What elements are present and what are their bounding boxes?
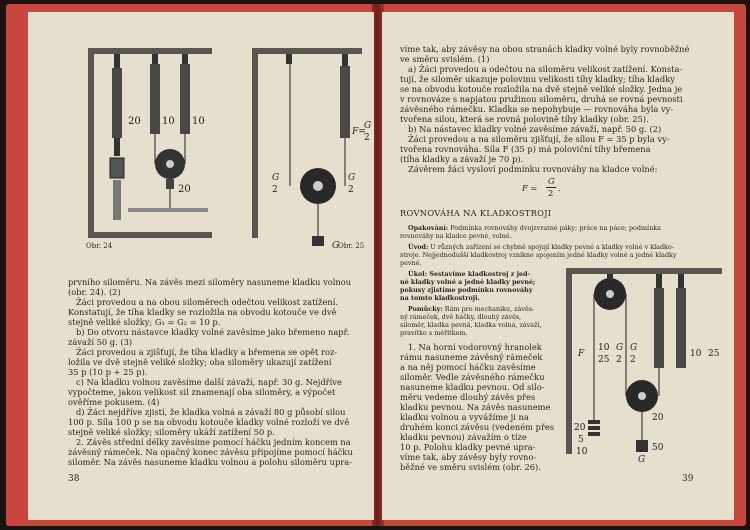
ukol-line: na tomto kladkostroji. xyxy=(400,294,480,302)
formula-lhs: F = xyxy=(522,183,538,193)
text-line: d) Žáci nejdříve zjistí, že kladka volná a závaží 80 g působí silou xyxy=(76,407,346,417)
text-line: 35 p (10 p + 25 p). xyxy=(68,367,148,377)
fig26-label-10-left: 10 xyxy=(598,343,610,353)
text-line: 2. Závěs střední délky zavěsíme pomocí háčku jedním koncem na xyxy=(76,437,351,447)
right-page xyxy=(382,12,734,520)
fig26-label-25-right: 25 xyxy=(708,349,720,359)
figure-24-caption: Obr. 24 xyxy=(86,242,113,250)
uvod-line-2: stroje. Nejjednodušší kladkostroj vznikne spojením jedné kladky volné a jedné kladky xyxy=(400,251,677,259)
section-heading: ROVNOVÁHA NA KLADKOSTROJI xyxy=(400,208,552,218)
figure-24-diagram xyxy=(86,40,216,250)
fig24-label-right: 10 xyxy=(192,116,205,127)
text-line: b) Do otvoru nástavce kladky volné zavěsíme jako břemeno např. xyxy=(76,327,350,337)
fig25-label-G-left: G xyxy=(272,173,280,183)
ukol-line: pokusy zjistíme podmínku rovnováhy xyxy=(400,286,533,294)
fig24-label-middle: 10 xyxy=(162,116,175,127)
text-line: 1. Na horní vodorovný hranolek xyxy=(408,342,542,352)
fig25-label-G-right: G xyxy=(348,173,356,183)
opakovani-text: Podmínka rovnováhy dvojzvratné páky; práce na páce; podmínka xyxy=(448,224,661,232)
text-line: ve směru svislém. (1) xyxy=(400,54,490,64)
left-page xyxy=(28,12,374,520)
page-number-left: 38 xyxy=(68,474,80,484)
text-line: měru vedeme dlouhý závěs přes xyxy=(400,392,536,402)
text-line: siloměr. Na závěs nasuneme kladku volnou a polohu siloměru upra- xyxy=(68,457,353,467)
book xyxy=(6,4,746,526)
opakovani-label: Opakování: xyxy=(408,224,449,232)
fig24-label-bottom: 20 xyxy=(178,184,191,195)
opakovani-line-1 xyxy=(408,224,661,232)
opakovani-line-2: rovnováhy na kladce pevné, volné. xyxy=(400,232,512,240)
fig26-label-G-2: G xyxy=(630,343,638,353)
formula-denominator: 2 xyxy=(548,188,554,198)
formula xyxy=(522,176,582,200)
text-line: rámu nasuneme závěsný rámeček xyxy=(400,352,543,362)
text-line: ložila ve dvě stejně veliké složky; oba siloměry ukazují zatížení xyxy=(68,357,332,367)
fig24-label-left: 20 xyxy=(128,116,141,127)
figure-25-diagram xyxy=(250,40,370,250)
text-line: c) Na kladku volnou zavěsíme další závaží, např. 30 g. Nejdříve xyxy=(76,377,342,387)
pomucky-line: pravítko s měřítkem. xyxy=(400,329,468,337)
text-line: ověříme pokusem. (4) xyxy=(68,397,160,407)
uvod-line-3: pevné. xyxy=(400,259,422,267)
text-line: a) Žáci provedou a odečtou na siloměru velikost zatížení. Konsta- xyxy=(408,64,683,74)
text-line: se na obvodu kotouče rozložila na dvě stejně veliké složky. Jedna je xyxy=(400,84,683,94)
pomucky-line-1 xyxy=(408,305,534,313)
text-line: Žáci provedou a zjišťují, že tíha kladky a břemena se opět roz- xyxy=(76,347,338,357)
text-line: druhém konci závěsu (vedeném přes xyxy=(400,422,555,432)
fig26-label-2-2: 2 xyxy=(630,355,636,365)
fig26-label-G-1: G xyxy=(616,343,624,353)
text-line: siloměr. Vedle závěsného rámečku xyxy=(400,372,545,382)
text-line: tvořena rovnováha. Síla F (35 p) má poloviční tíhy břemena xyxy=(400,144,651,154)
text-line: závěsného rámečku. Kladka se nepohybuje — rovnováha byla vy- xyxy=(400,104,674,114)
pomucky-line: siloměr, kladka pevná, kladka volná, závaží, xyxy=(400,321,542,329)
text-line: prvního siloměru. Na závěs mezi siloměry nasuneme kladku volnou xyxy=(68,277,352,287)
text-line: v rovnováze s napjatou pružinou siloměru, druhá se rovná pevnosti xyxy=(400,94,683,104)
text-line: stejně veliké složky; siloměry ukáží zatížení 50 p. xyxy=(68,427,275,437)
fig26-label-2-1: 2 xyxy=(616,355,622,365)
fig26-label-10-bottom: 10 xyxy=(576,447,588,457)
text-line: vypočteme, jakou velikost sil znamenají oba siloměry, a výpočet xyxy=(68,387,336,397)
text-line: Žáci provedou a na obou siloměrech odečtou velikost zatížení. xyxy=(76,297,338,307)
text-line: (obr. 24). (2) xyxy=(68,287,121,297)
formula-numerator: G xyxy=(548,176,555,186)
fig26-label-10-right: 10 xyxy=(690,349,702,359)
text-line: stejně veliké složky; G₁ = G₂ = 10 p. xyxy=(68,317,221,327)
text-line: nasuneme kladku pevnou. Od silo- xyxy=(400,382,545,392)
fig26-label-25-left: 25 xyxy=(598,355,610,365)
figure-26-diagram xyxy=(564,264,728,464)
fig26-label-20-left: 20 xyxy=(574,423,586,433)
fig26-label-F: F xyxy=(578,349,585,359)
text-line: závaží 50 g. (3) xyxy=(68,337,133,347)
text-line: Žáci provedou a na siloměru zjišťují, že sílou F = 35 p byla vy- xyxy=(408,134,670,144)
text-line: závěsný rámeček. Na opačný konec závěsu připojíme pomocí háčku xyxy=(68,447,353,457)
text-line: víme tak, aby závěsy byly rovno- xyxy=(400,452,537,462)
fig26-label-20-right: 20 xyxy=(652,413,664,423)
text-line: a na něj pomocí háčku zavěsíme xyxy=(400,362,536,372)
text-line: běžné ve směru svislém (obr. 26). xyxy=(400,462,541,472)
pomucky-text: Rám pro mechaniku, závěs- xyxy=(442,305,535,313)
fig25-label-G-top-right: G xyxy=(364,121,372,131)
text-line: tují, že siloměr ukazuje polovinu velikosti tíhy kladky; tíha kladky xyxy=(400,74,675,84)
text-line: b) Na nástavec kladky volné zavěsíme závaží, např. 50 g. (2) xyxy=(408,124,662,134)
text-line: víme tak, aby závěsy na obou stranách kladky volné byly rovnoběžné xyxy=(400,44,690,54)
ukol-line: Úkol: Sestavíme kladkostroj z jed- xyxy=(408,270,531,278)
text-line: kladku volnou a vyvážíme ji na xyxy=(400,412,529,422)
ukol-line: né kladky volné a jedné kladky pevné; xyxy=(400,278,536,286)
formula-period: . xyxy=(558,183,561,193)
fig26-label-G-bottom: G xyxy=(638,455,646,465)
text-line: Závěrem žáci vysloví podmínku rovnováhy na kladce volné: xyxy=(408,164,658,174)
text-line: 100 p. Síla 100 p se na obvodu kotouče kladky volné rozloží ve dvě xyxy=(68,417,350,427)
fig25-label-G-bottom: G xyxy=(332,241,340,251)
fig25-label-2-top-right: 2 xyxy=(364,133,370,143)
uvod-line-1 xyxy=(408,243,674,251)
fig25-label-2-right: 2 xyxy=(348,185,354,195)
text-line: kladku pevnou) závažím o tíze xyxy=(400,432,527,442)
fig26-label-50: 50 xyxy=(652,443,664,453)
pomucky-label: Pomůcky: xyxy=(408,305,443,313)
text-line: (tíha kladky a závaží je 70 p). xyxy=(400,154,524,164)
text-line: kladku pevnou. Na závěs nasuneme xyxy=(400,402,551,412)
pomucky-line: ný rámeček, dvě háčky, dlouhý závěs, xyxy=(400,313,522,321)
fig26-label-5: 5 xyxy=(578,435,584,445)
fig25-label-2-left: 2 xyxy=(272,185,278,195)
figure-25-caption: Obr. 25 xyxy=(338,242,365,250)
page-number-right: 39 xyxy=(682,474,694,484)
uvod-label: Úvod: xyxy=(408,243,429,251)
fig25-label-F: F= xyxy=(352,127,366,137)
text-line: tvořena silou, která se rovná polovině tíhy kladky (obr. 25). xyxy=(400,114,649,124)
text-line: Konstatují, že tíha kladky se rozložila na obvodu kotouče ve dvě xyxy=(68,307,337,317)
uvod-text: U různých zařízení se chybně spojují kladky pevné a kladky volné v kladko- xyxy=(428,243,674,251)
text-line: 10 p. Polohu kladky pevné upra- xyxy=(400,442,536,452)
